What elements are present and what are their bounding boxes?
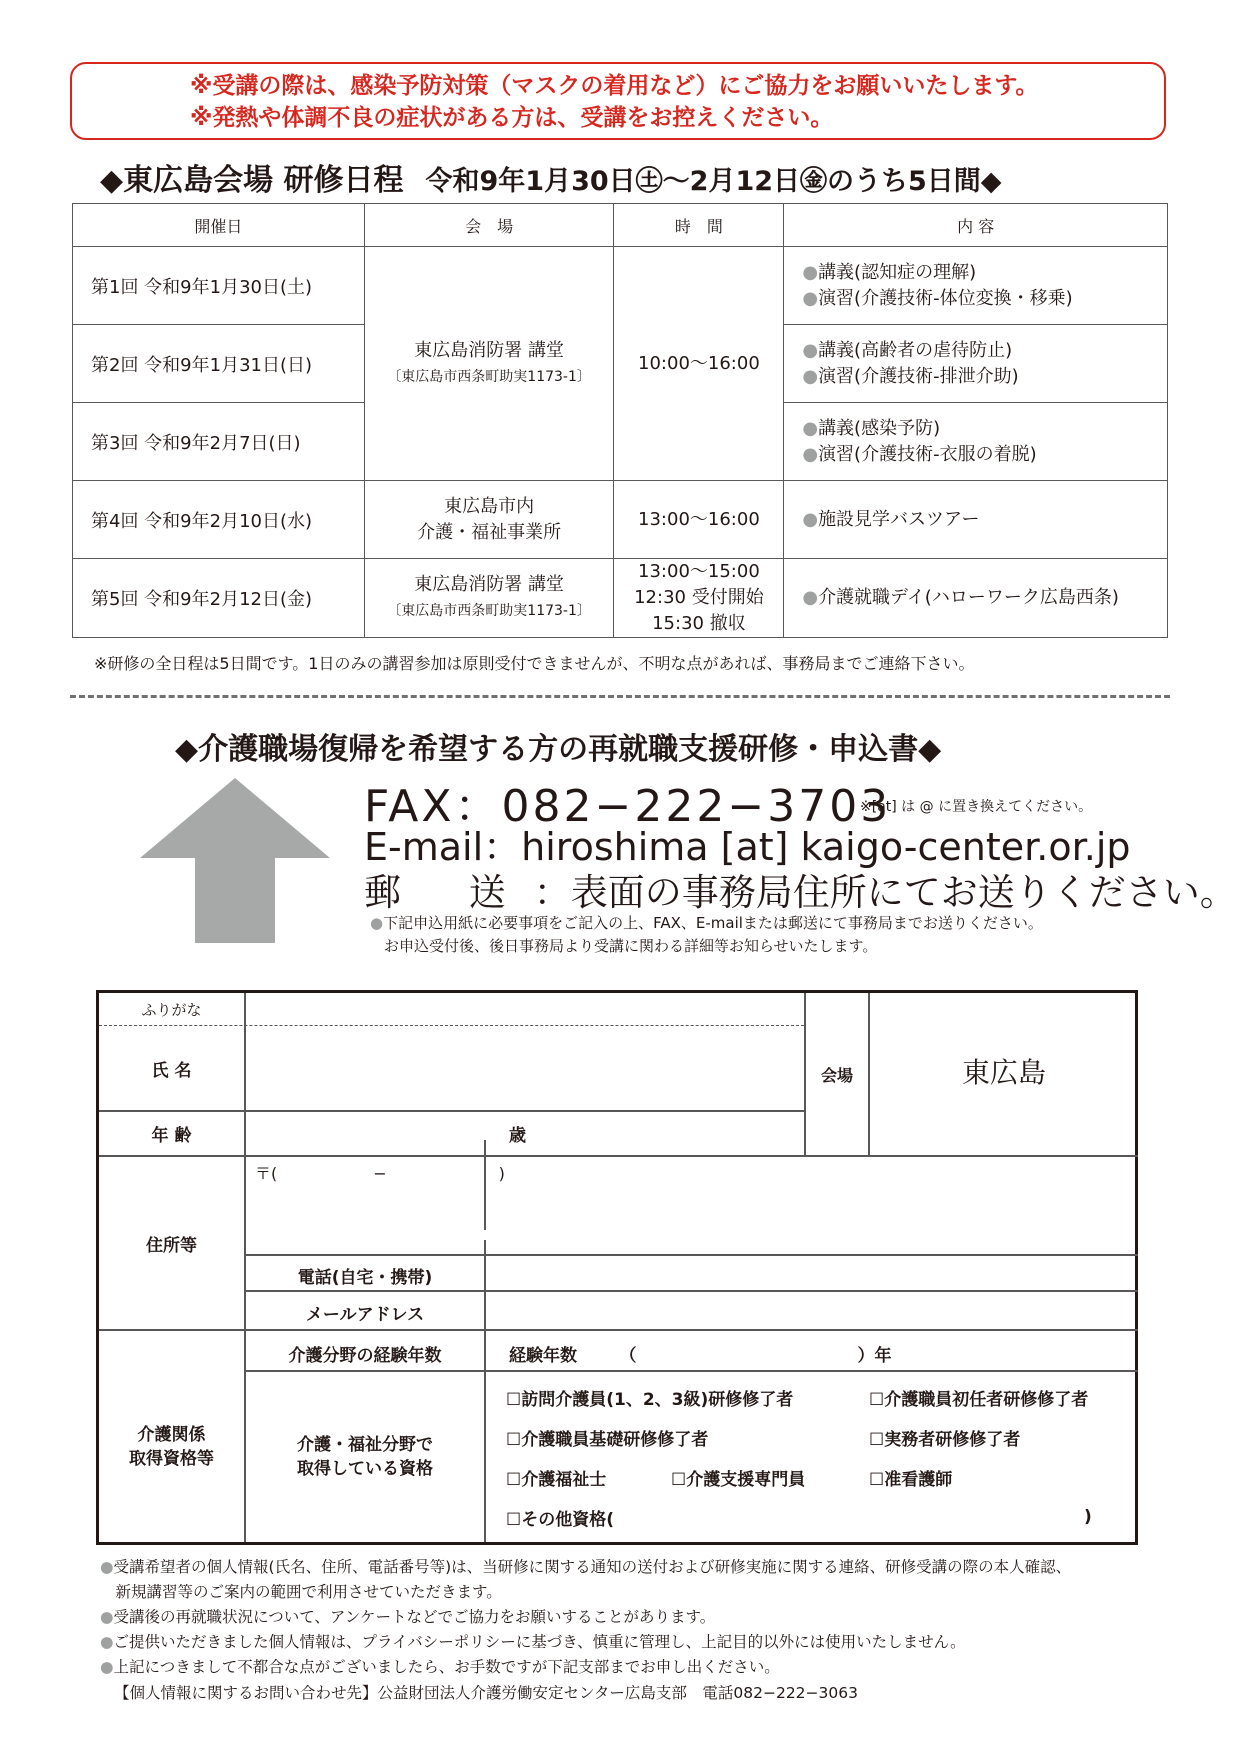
mail-input[interactable] (487, 1292, 1137, 1328)
checkbox-practitioner-training[interactable]: ☐実務者研修修了者 (869, 1430, 1021, 1450)
phone-input[interactable] (487, 1256, 1137, 1289)
venue-address: 〔東広島市西条町助実1173-1〕 (387, 368, 591, 385)
furigana-input[interactable] (246, 993, 802, 1024)
time-cell (614, 559, 784, 638)
years-label: 介護分野の経験年数 (288, 1346, 442, 1366)
content-item: ●介護就職デイ(ハローワーク広島西条) (802, 587, 1119, 608)
venue-line: 東広島市内 (444, 495, 535, 517)
content-item: ●演習(介護技術-体位変換・移乗) (802, 287, 1073, 309)
schedule-date-range: 令和9年1月30日㊏〜2月12日㊎のうち5日間◆ (425, 166, 1002, 197)
age-unit: 歳 (509, 1126, 526, 1146)
venue-value: 東広島 (961, 1056, 1046, 1089)
time-line: 15:30 撤収 (652, 613, 746, 634)
session-day: 第4回 令和9年2月10日(水) (73, 481, 365, 559)
venue-address: 〔東広島市西条町助実1173-1〕 (387, 603, 591, 619)
checkbox-initial-training[interactable]: ☐介護職員初任者研修修了者 (869, 1390, 1089, 1410)
notice-box (70, 62, 1166, 140)
bullet-icon: ● (100, 1633, 114, 1651)
held-qualification-label: 介護・福祉分野で 取得している資格 (297, 1435, 433, 1479)
venue-cell (364, 559, 614, 638)
content-cell (784, 559, 1168, 638)
content-item: ●講義(認知症の理解) (802, 261, 977, 283)
other-close-paren: ) (1084, 1507, 1092, 1527)
address-label: 住所等 (146, 1236, 197, 1256)
header-content: 内 容 (784, 204, 1168, 247)
furigana-label: ふりがな (141, 1001, 202, 1019)
bullet-icon: ● (100, 1558, 114, 1576)
header-date: 開催日 (73, 204, 365, 247)
content-cell (784, 403, 1168, 481)
bullet-icon: ● (802, 508, 819, 530)
venue-name: 東広島消防署 講堂 (414, 574, 564, 595)
schedule-heading (100, 155, 1002, 199)
time-line: 13:00〜15:00 (638, 561, 760, 582)
post-info (364, 862, 1237, 916)
session-day: 第1回 令和9年1月30日(土) (73, 247, 365, 325)
venue-line: 介護・福祉事業所 (417, 521, 562, 543)
name-input[interactable] (246, 1027, 802, 1109)
bullet-icon: ● (802, 587, 819, 608)
schedule-header-row (73, 204, 1168, 247)
venue-cell (364, 481, 614, 559)
post-label: 郵 送 (364, 871, 534, 914)
footer-line: 新規講習等のご案内の範囲で利用させていただきます。 (100, 1583, 502, 1601)
time-cell: 13:00〜16:00 (614, 481, 784, 559)
content-cell (784, 481, 1168, 559)
age-label: 年 齢 (151, 1126, 192, 1146)
bullet-icon: ● (802, 417, 819, 439)
time-line: 12:30 受付開始 (634, 587, 764, 608)
at-note: ※[at] は @ に置き換えてください。 (860, 799, 1093, 815)
schedule-title: ◆東広島会場 研修日程 (100, 163, 404, 198)
footer-line: ●上記につきまして不都合な点がございましたら、お手数ですが下記支部までお申し出ください。 (100, 1658, 780, 1676)
bullet-icon: ● (802, 443, 819, 465)
application-heading: ◆介護職場復帰を希望する方の再就職支援研修・申込書◆ (175, 732, 942, 767)
content-item: ●演習(介護技術-排泄介助) (802, 365, 1019, 387)
header-time: 時 間 (614, 204, 784, 247)
venue-label: 会場 (820, 1066, 853, 1085)
content-item: ●施設見学バスツアー (802, 508, 980, 530)
years-field[interactable]: 経験年数 （ ）年 (509, 1346, 892, 1366)
bullet-icon: ● (802, 339, 819, 361)
table-row (73, 247, 1168, 325)
checkbox-home-helper[interactable]: ☐訪問介護員(1、2、3級)研修修了者 (506, 1390, 794, 1410)
header-venue: 会 場 (364, 204, 614, 247)
session-day: 第3回 令和9年2月7日(日) (73, 403, 365, 481)
notice-line-1: ※受講の際は、感染予防対策（マスクの着用など）にご協力をお願いいたします。 (190, 73, 1039, 99)
venue-name: 東広島消防署 講堂 (414, 339, 564, 361)
table-row (73, 481, 1168, 559)
application-form (96, 990, 1138, 1545)
postal-code-field[interactable]: 〒( − ) (255, 1164, 505, 1183)
post-text: ：表面の事務局住所にてお送りください。 (533, 871, 1237, 914)
content-item: ●講義(感染予防) (802, 417, 941, 439)
schedule-note: ※研修の全日程は5日間です。1日のみの講習参加は原則受付できませんが、不明な点があれば、事務局までご連絡下さい。 (94, 654, 975, 673)
bullet-icon: ● (802, 287, 819, 309)
footer-line: ●受講後の再就職状況について、アンケートなどでご協力をお願いすることがあります。 (100, 1608, 716, 1626)
notice-line-2: ※発熱や体調不良の症状がある方は、受講をお控えください。 (190, 105, 834, 131)
session-day: 第2回 令和9年1月31日(日) (73, 325, 365, 403)
dashed-divider (70, 695, 1170, 698)
footer-line: ●ご提供いただきました個人情報は、プライバシーポリシーに基づき、慎重に管理し、上記目的以外には使用いたしません。 (100, 1633, 966, 1651)
table-row (73, 559, 1168, 638)
bullet-icon: ● (802, 365, 819, 387)
checkbox-assistant-nurse[interactable]: ☐准看護師 (869, 1470, 953, 1490)
instruction-line: ●下記申込用紙に必要事項をご記入の上、FAX、E-mailまたは郵送にて事務局までお送りください。 (370, 914, 1043, 932)
bullet-icon: ● (802, 261, 819, 283)
mail-label: メールアドレス (305, 1305, 425, 1325)
phone-label: 電話(自宅・携帯) (297, 1268, 433, 1288)
schedule-table (72, 203, 1168, 638)
bullet-icon: ● (100, 1608, 114, 1626)
instruction-line: お申込受付後、後日事務局より受講に関わる詳細等お知らせいたします。 (384, 937, 878, 955)
bullet-icon: ● (100, 1658, 114, 1676)
content-item: ●演習(介護技術-衣服の着脱) (802, 443, 1037, 465)
session-day: 第5回 令和9年2月12日(金) (73, 559, 365, 638)
contact-line: 【個人情報に関するお問い合わせ先】公益財団法人介護労働安定センター広島支部 電話082−222−3063 (114, 1684, 858, 1702)
name-label: 氏 名 (151, 1061, 192, 1081)
bullet-icon: ● (370, 914, 384, 932)
checkbox-other[interactable]: ☐その他資格( (506, 1510, 615, 1530)
checkbox-care-worker[interactable]: ☐介護福祉士 (506, 1470, 607, 1490)
venue-cell (364, 247, 614, 481)
fax-number: FAX：082−222−3703 (364, 781, 892, 832)
content-cell (784, 325, 1168, 403)
email-address[interactable]: E-mail：hiroshima [at] kaigo-center.or.jp (364, 825, 1131, 869)
content-item: ●講義(高齢者の虐待防止) (802, 339, 1013, 361)
content-cell (784, 247, 1168, 325)
arrow-up-icon (140, 778, 330, 947)
instructions (370, 912, 1043, 958)
checkbox-care-manager[interactable]: ☐介護支援専門員 (671, 1470, 806, 1490)
time-cell: 10:00〜16:00 (614, 247, 784, 481)
footer-line: ●受講希望者の個人情報(氏名、住所、電話番号等)は、当研修に関する通知の送付および研修実施に関する連絡、研修受講の際の本人確認、 (100, 1558, 1072, 1576)
checkbox-basic-training[interactable]: ☐介護職員基礎研修修了者 (506, 1430, 709, 1450)
qualification-label: 介護関係 取得資格等 (129, 1425, 214, 1469)
